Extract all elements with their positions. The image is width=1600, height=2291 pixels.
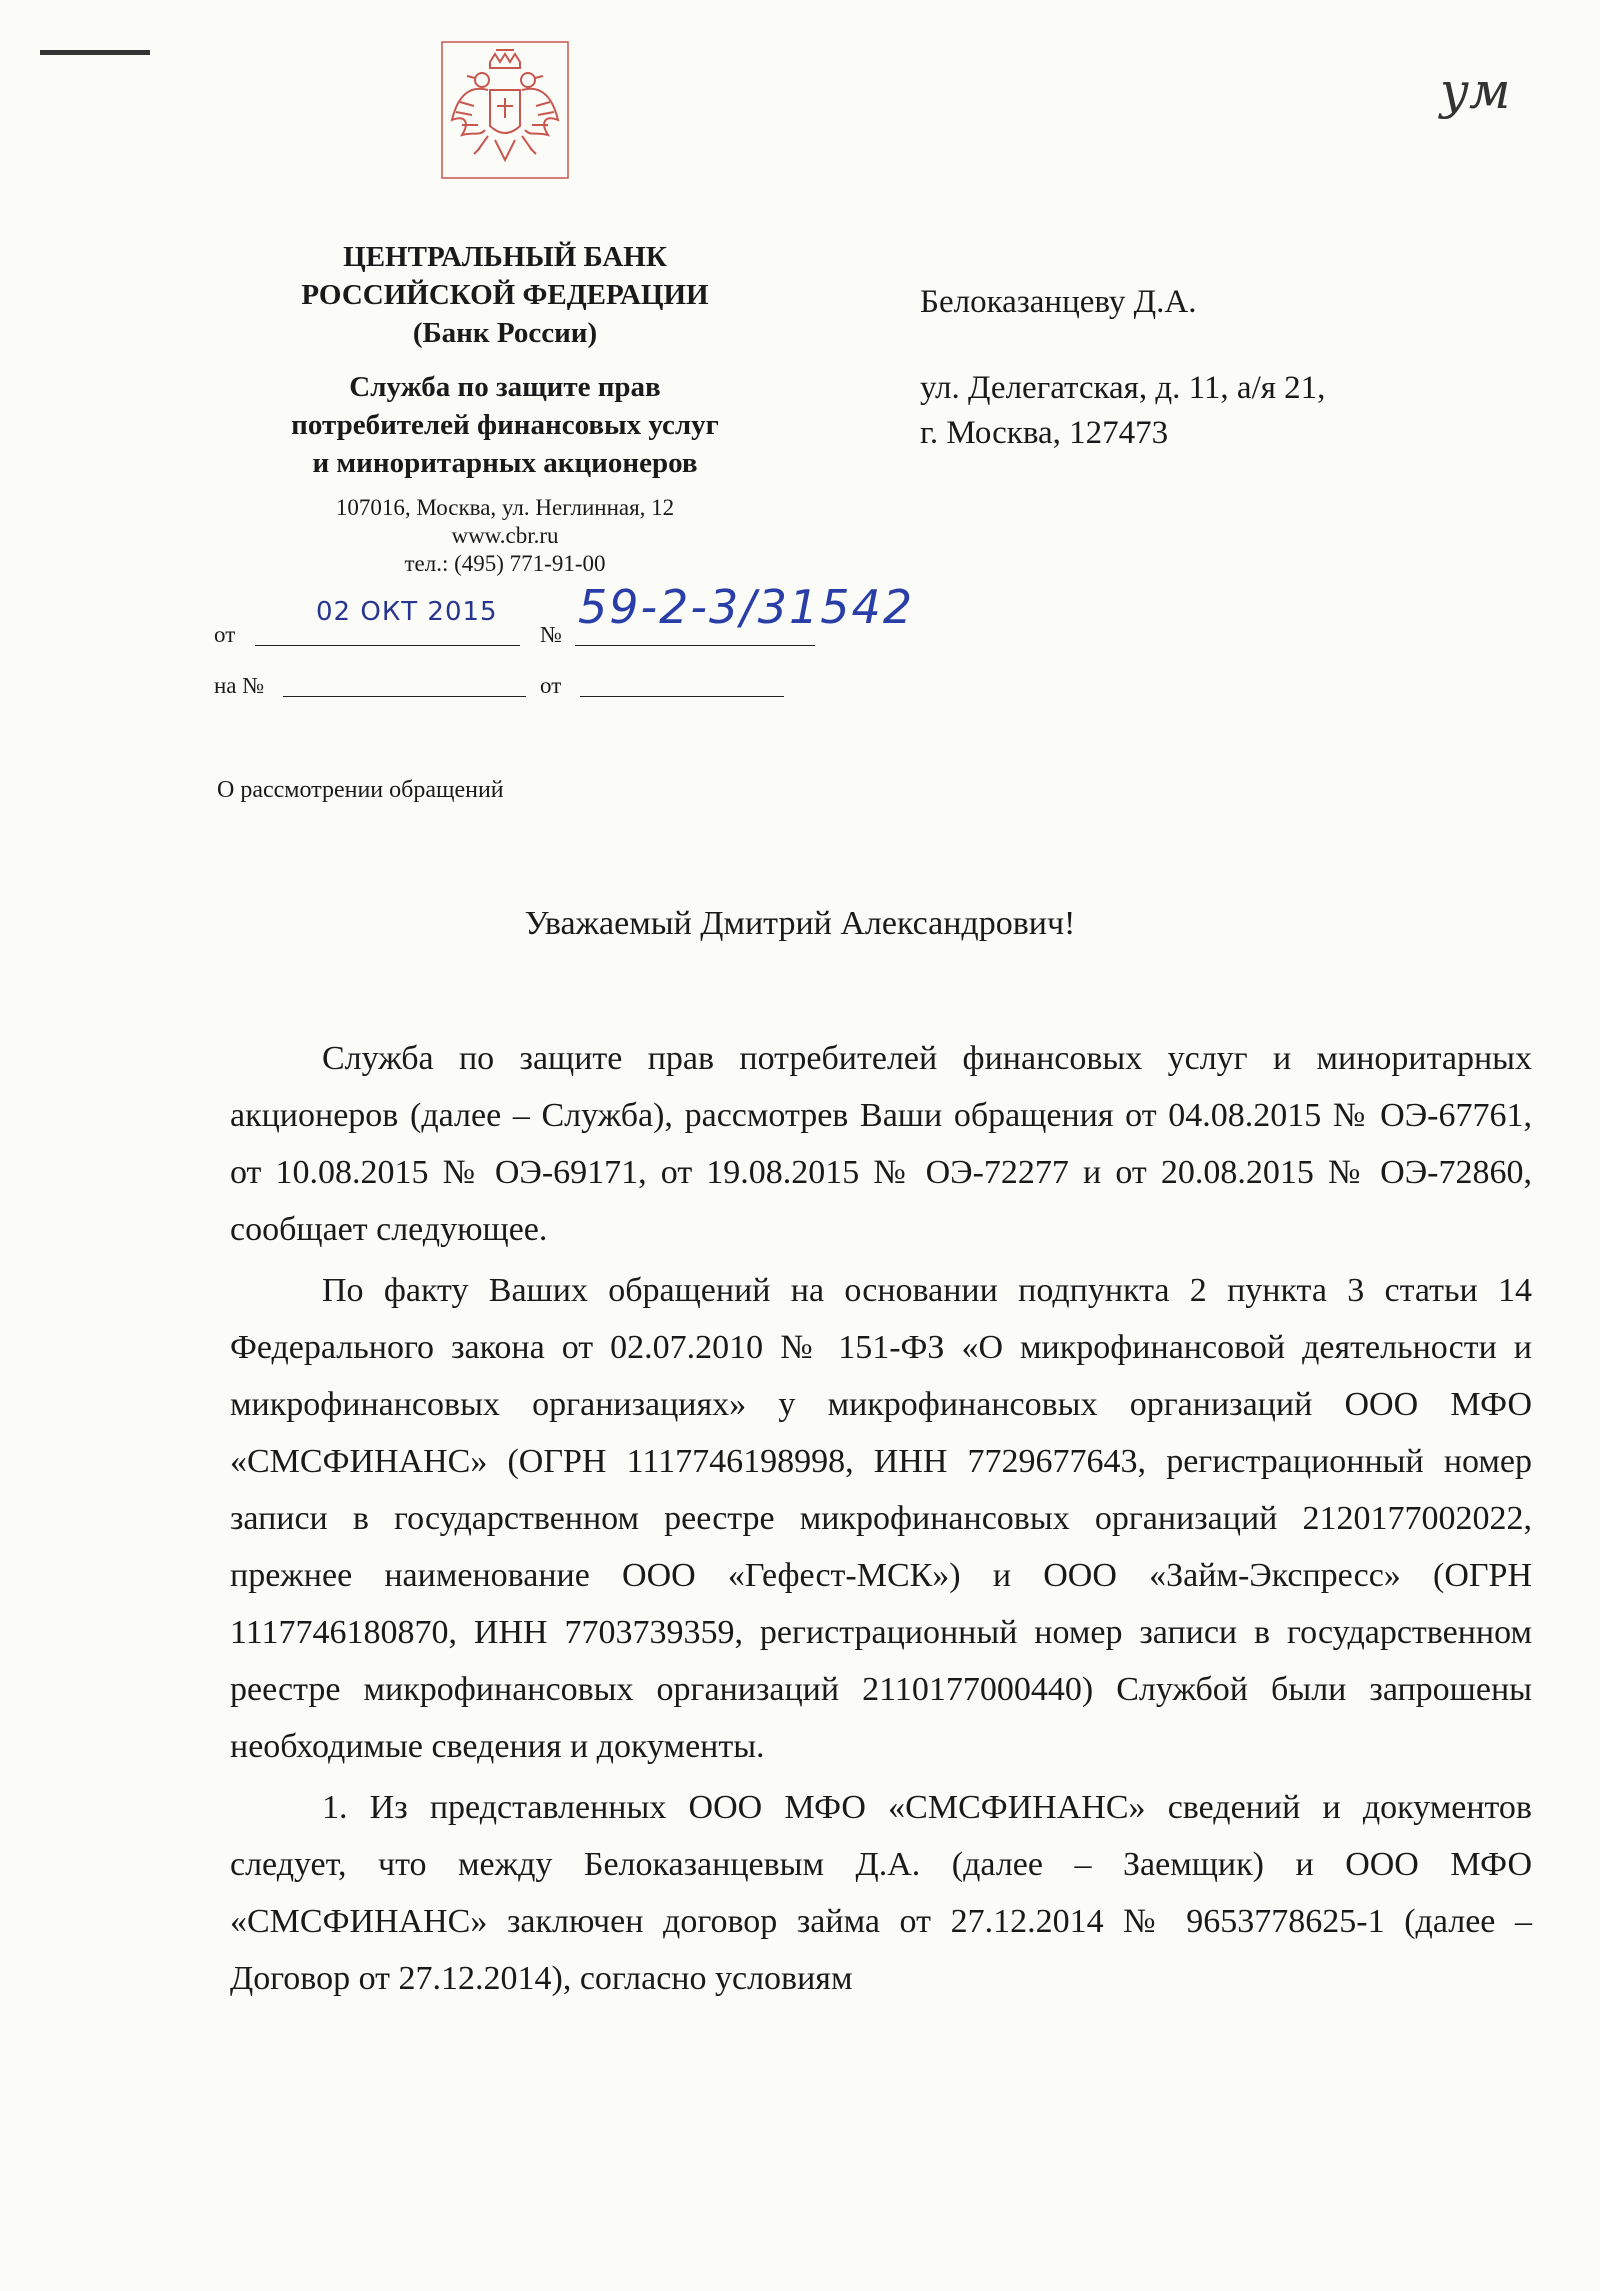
contact-block: [230, 494, 780, 578]
bank-name-line2: РОССИЙСКОЙ ФЕДЕРАЦИИ: [301, 279, 709, 311]
bank-name-block: [230, 238, 780, 352]
salutation: Уважаемый Дмитрий Александрович!: [524, 905, 1076, 942]
service-line3: и миноритарных акционеров: [312, 447, 698, 479]
date-label: от: [214, 622, 236, 647]
reply-number-label: на №: [214, 673, 265, 698]
handwritten-initials: ум: [1440, 62, 1511, 120]
sender-website: www.cbr.ru: [451, 523, 559, 548]
letter-subject: О рассмотрении обращений: [217, 777, 504, 803]
coat-of-arms-icon: [440, 40, 570, 180]
number-label: №: [540, 622, 562, 647]
body-paragraph-2: По факту Ваших обращений на основании подпункта 2 пункта 3 статьи 14 Федерального закона от 02.07.2010 № 151-ФЗ «О микрофинансовой деятельности и микрофинансовых организациях» у микрофинансовых организаций ООО МФО «СМСФИНАНС» (ОГРН 1117746198998, ИНН 7729677643, регистрационный номер записи в государственном реестре микрофинансовых организаций 2120177002022, прежнее наименование ООО «Гефест-МСК») и ООО «Займ-Экспресс» (ОГРН 1117746180870, ИНН 7703739359, регистрационный номер записи в государственном реестре микрофинансовых организаций 2110177000440) Службой были запрошены необходимые сведения и документы.: [230, 1272, 1532, 1765]
date-line: [255, 645, 520, 646]
body-paragraph-1: Служба по защите прав потребителей финансовых услуг и миноритарных акционеров (далее – Служба), рассмотрев Ваши обращения от 04.08.2015 № ОЭ-67761, от 10.08.2015 № ОЭ-69171, от 19.08.2015 № ОЭ-72277 и от 20.08.2015 № ОЭ-72860, сообщает следующее.: [230, 1040, 1532, 1248]
sender-phone: тел.: (495) 771-91-00: [404, 551, 606, 576]
recipient-address-line2: г. Москва, 127473: [920, 415, 1169, 451]
recipient-address-line1: ул. Делегатская, д. 11, а/я 21,: [920, 370, 1326, 406]
scan-artifact-line: [40, 50, 150, 55]
date-stamp: 02 ОКТ 2015: [316, 597, 498, 627]
bank-name-line1: ЦЕНТРАЛЬНЫЙ БАНК: [343, 241, 667, 273]
service-line2: потребителей финансовых услуг: [291, 409, 719, 441]
letter-body: [230, 1030, 1532, 2011]
sender-address: 107016, Москва, ул. Неглинная, 12: [335, 495, 675, 520]
reply-date-line: [580, 696, 784, 697]
service-line1: Служба по защите прав: [349, 371, 661, 403]
service-name-block: [230, 368, 780, 482]
reply-number-line: [283, 696, 526, 697]
number-line: [575, 645, 815, 646]
bank-short-name: (Банк России): [412, 317, 598, 349]
recipient-name: Белоказанцеву Д.А.: [920, 284, 1197, 320]
body-paragraph-3: 1. Из представленных ООО МФО «СМСФИНАНС» сведений и документов следует, что между Белоказанцевым Д.А. (далее – Заемщик) и ООО МФО «СМСФИНАНС» заключен договор займа от 27.12.2014 № 9653778625-1 (далее – Договор от 27.12.2014), согласно условиям: [230, 1789, 1532, 1997]
reply-date-label: от: [540, 673, 562, 698]
outgoing-number-handwritten: 59-2-3/31542: [578, 580, 915, 634]
recipient-address: [920, 366, 1325, 456]
